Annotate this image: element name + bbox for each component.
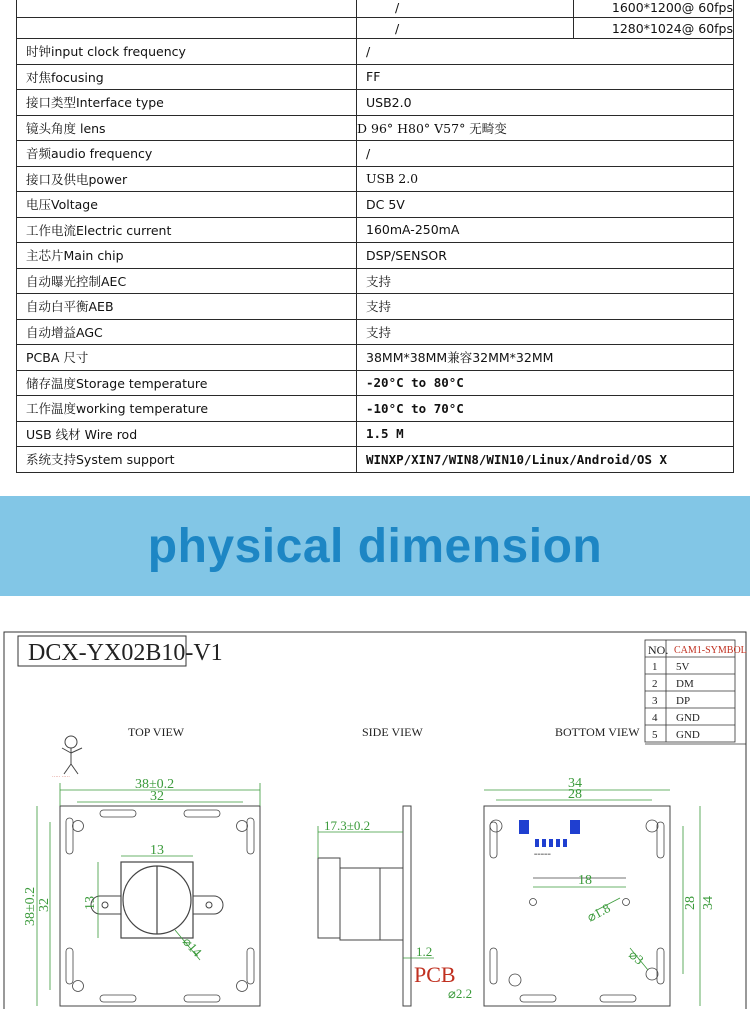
section-banner xyxy=(0,496,750,596)
spec-value: 1.5 M xyxy=(357,421,734,447)
bottom-dim-mid: 18 xyxy=(578,873,592,888)
spec-label: 镜头角度 lens xyxy=(17,115,357,141)
spec-label: 自动白平衡AEB xyxy=(17,294,357,320)
spec-label: 主芯片Main chip xyxy=(17,243,357,269)
top-row-2-b: 1280*1024@ 60fps xyxy=(611,20,733,36)
top-dim-left-outer: 38±0.2 xyxy=(23,886,38,926)
usb-pad-left xyxy=(519,820,529,834)
spec-label: USB 线材 Wire rod xyxy=(17,421,357,447)
spec-row xyxy=(17,39,734,65)
spec-label: PCBA 尺寸 xyxy=(17,345,357,371)
side-view xyxy=(318,806,472,1006)
model-label: DCX-YX02B10-V1 xyxy=(28,640,223,666)
hole-diameter-dim: ⌀2.2 xyxy=(448,986,473,1001)
spec-value: FF xyxy=(357,64,734,90)
svg-text:≡≡≡≡≡: ≡≡≡≡≡ xyxy=(534,852,551,858)
spec-label: 对焦focusing xyxy=(17,64,357,90)
pin-3-symbol: DP xyxy=(676,695,691,707)
top-row-2-a: / xyxy=(357,18,574,38)
spec-value: 160mA-250mA xyxy=(357,217,734,243)
side-height-dim: 17.3±0.2 xyxy=(324,818,371,833)
spec-row xyxy=(17,115,734,141)
pcb-label: PCB xyxy=(414,962,456,987)
side-view-label: SIDE VIEW xyxy=(362,725,423,739)
spec-value: DSP/SENSOR xyxy=(357,243,734,269)
spec-top-row xyxy=(17,18,734,39)
bottom-view xyxy=(484,776,716,1006)
bottom-hole-dim: ⌀3 xyxy=(626,946,647,968)
spec-value: DC 5V xyxy=(357,192,734,218)
spec-row xyxy=(17,90,734,116)
spec-row xyxy=(17,192,734,218)
bottom-dim-right-outer: 34 xyxy=(701,896,716,910)
bottom-dim-right-inner: 28 xyxy=(683,896,698,910)
top-view xyxy=(23,777,260,1006)
spec-label: 接口及供电power xyxy=(17,166,357,192)
pin-3-no: 3 xyxy=(652,695,658,707)
spec-label: 储存温度Storage temperature xyxy=(17,370,357,396)
spec-row xyxy=(17,345,734,371)
spec-row xyxy=(17,421,734,447)
pin-4-symbol: GND xyxy=(676,712,700,724)
stick-figure-icon xyxy=(62,736,82,774)
spec-row xyxy=(17,166,734,192)
top-dim-outer: 38±0.2 xyxy=(135,777,175,792)
side-pcb-dim: 1.2 xyxy=(416,944,433,959)
spec-row xyxy=(17,243,734,269)
spec-row xyxy=(17,294,734,320)
top-dim-inner: 32 xyxy=(150,789,164,804)
top-dim-left-inner: 32 xyxy=(37,898,52,912)
usb-pins xyxy=(535,839,567,847)
spec-label: 接口类型Interface type xyxy=(17,90,357,116)
dimension-drawing-svg xyxy=(0,630,750,1009)
spec-value: 支持 xyxy=(357,319,734,345)
pin-1-symbol: 5V xyxy=(676,661,690,673)
spec-value: 支持 xyxy=(357,294,734,320)
spec-value: -20°C to 80°C xyxy=(357,370,734,396)
pin-4-no: 4 xyxy=(652,712,658,724)
lens-height-dim: 13 xyxy=(83,896,98,910)
spec-label: 音频audio frequency xyxy=(17,141,357,167)
spec-value: 支持 xyxy=(357,268,734,294)
spec-value: 38MM*38MM兼容32MM*32MM xyxy=(357,345,734,371)
pin-1-no: 1 xyxy=(652,661,658,673)
section-title: physical dimension xyxy=(147,519,603,573)
spec-label: 自动曝光控制AEC xyxy=(17,268,357,294)
lens-diameter-dim: ⌀14 xyxy=(179,933,205,960)
pin-5-no: 5 xyxy=(652,729,658,741)
spec-value: D 96° H80° V57° 无畸变 xyxy=(357,115,734,141)
spec-row xyxy=(17,370,734,396)
spec-value: WINXP/XIN7/WIN8/WIN10/Linux/Android/OS X xyxy=(357,447,734,473)
pin-header-no: NO. xyxy=(648,643,669,657)
spec-row xyxy=(17,396,734,422)
spec-label: 时钟input clock frequency xyxy=(17,39,357,65)
spec-row xyxy=(17,141,734,167)
spec-value: / xyxy=(357,39,734,65)
svg-text:····· ·····: ····· ····· xyxy=(52,775,70,780)
spec-label: 系统支持System support xyxy=(17,447,357,473)
spec-value: -10°C to 70°C xyxy=(357,396,734,422)
spec-row xyxy=(17,447,734,473)
lens-width-dim: 13 xyxy=(150,843,164,858)
spec-row xyxy=(17,64,734,90)
pin-2-no: 2 xyxy=(652,678,658,690)
spec-table xyxy=(16,0,734,473)
pin-2-symbol: DM xyxy=(676,678,694,690)
spec-row xyxy=(17,268,734,294)
bottom-dim-outer: 34 xyxy=(568,776,582,791)
usb-pad-right xyxy=(570,820,580,834)
bottom-view-label: BOTTOM VIEW xyxy=(555,725,640,739)
dimension-drawing xyxy=(0,630,750,1009)
bottom-dim-inner: 28 xyxy=(568,787,582,802)
spec-value: / xyxy=(357,141,734,167)
top-row-1-a: / xyxy=(357,0,574,17)
spec-label: 工作温度working temperature xyxy=(17,396,357,422)
spec-value: USB2.0 xyxy=(357,90,734,116)
spec-label: 自动增益AGC xyxy=(17,319,357,345)
pin-5-symbol: GND xyxy=(676,729,700,741)
spec-row xyxy=(17,319,734,345)
spec-label: 工作电流Electric current xyxy=(17,217,357,243)
spec-top-row xyxy=(17,0,734,18)
top-view-label: TOP VIEW xyxy=(128,725,185,739)
bottom-small-hole-dim: ⌀1.8 xyxy=(584,900,613,925)
pin-header-symbol: CAM1-SYMBOL xyxy=(674,645,747,656)
spec-label: 电压Voltage xyxy=(17,192,357,218)
spec-value: USB 2.0 xyxy=(357,166,734,192)
top-row-1-b: 1600*1200@ 60fps xyxy=(611,0,733,15)
spec-row xyxy=(17,217,734,243)
